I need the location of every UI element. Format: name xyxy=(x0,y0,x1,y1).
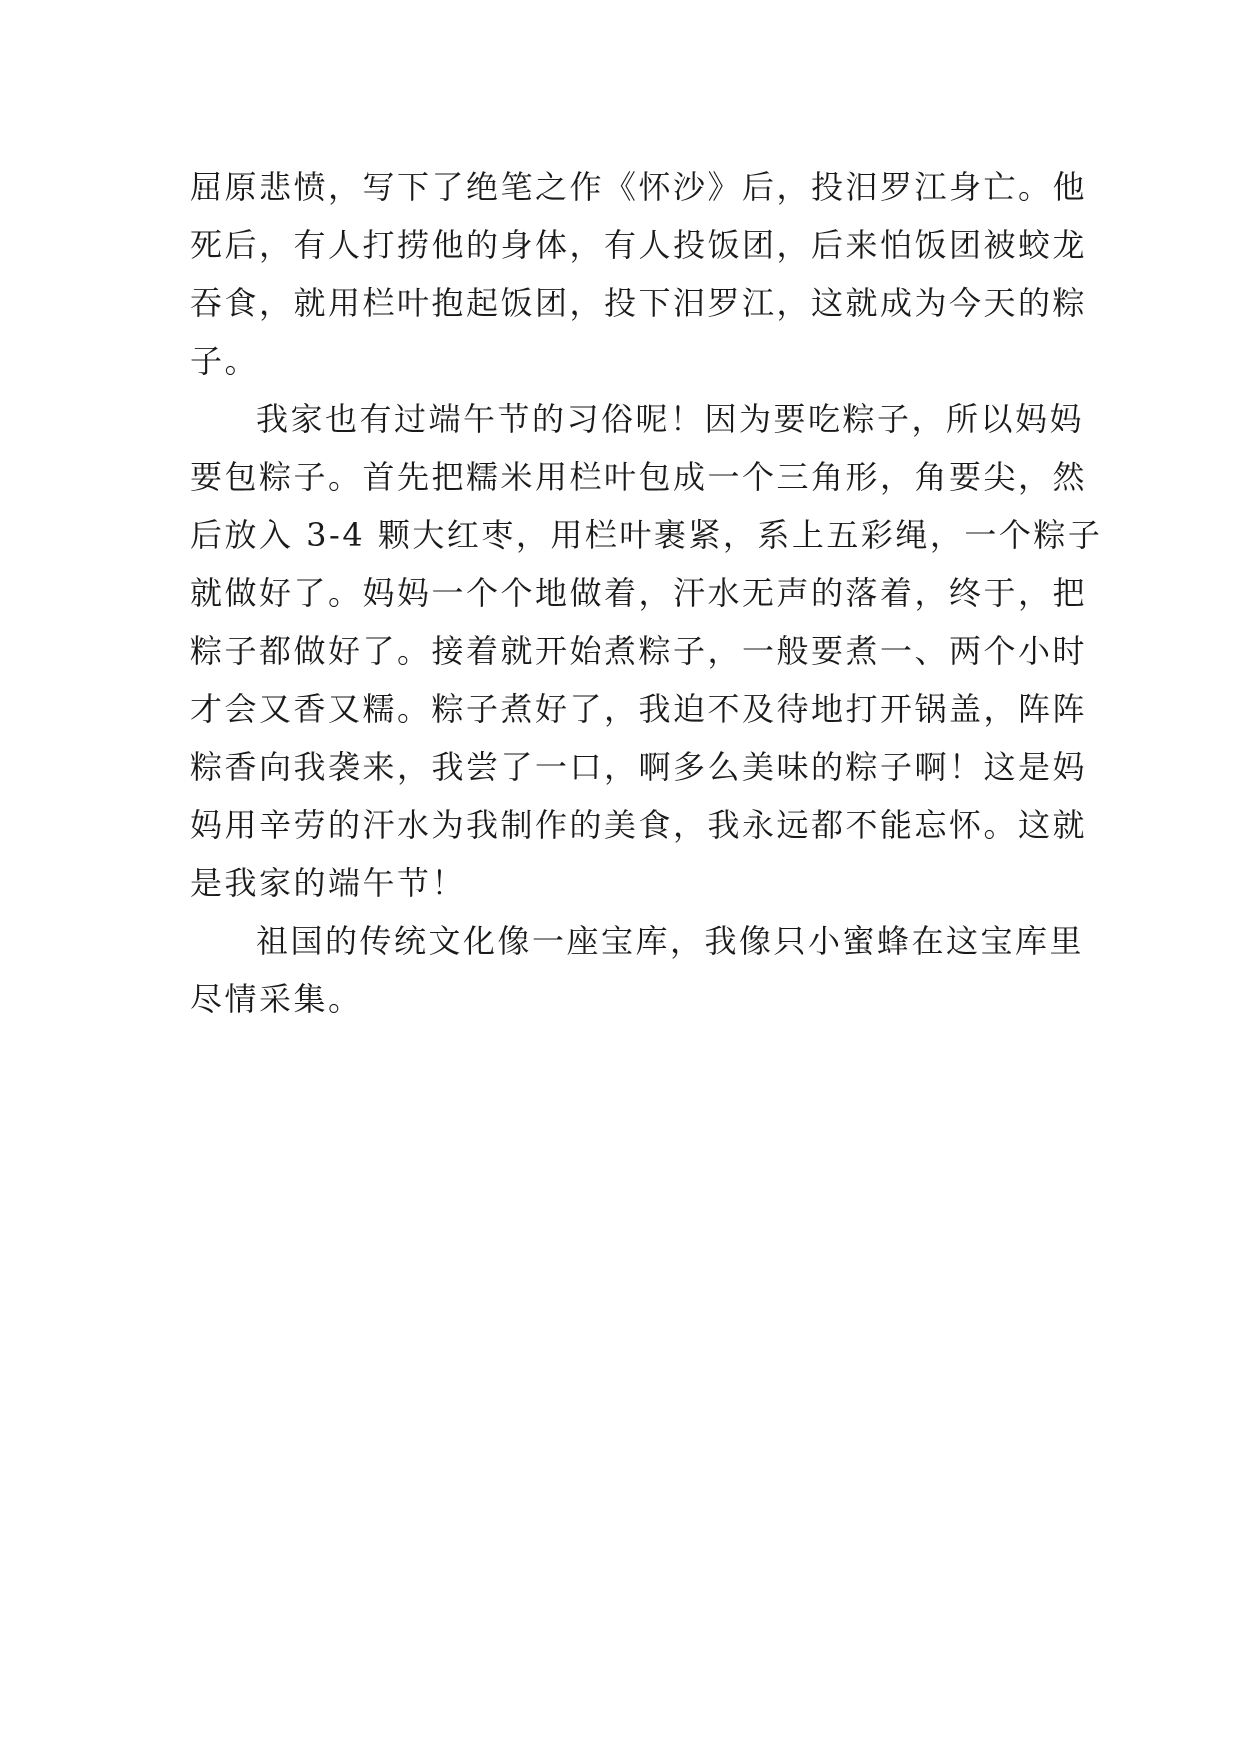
text-line: 尽情采集。 xyxy=(190,980,363,1018)
text-line: 死后，有人打捞他的身体，有人投饭团，后来怕饭团被蛟龙 xyxy=(190,226,1088,264)
text-line: 要包粽子。首先把糯米用栏叶包成一个三角形，角要尖，然 xyxy=(190,458,1088,496)
text-line: 吞食，就用栏叶抱起饭团，投下汨罗江，这就成为今天的粽 xyxy=(190,284,1088,322)
text-line: 就做好了。妈妈一个个地做着，汗水无声的落着，终于，把 xyxy=(190,574,1088,612)
text-line: 我家也有过端午节的习俗呢！因为要吃粽子，所以妈妈 xyxy=(256,400,1085,438)
text-line: 屈原悲愤，写下了绝笔之作《怀沙》后，投汨罗江身亡。他 xyxy=(190,168,1088,206)
text-line: 子。 xyxy=(190,342,260,380)
text-line: 祖国的传统文化像一座宝库，我像只小蜜蜂在这宝库里 xyxy=(256,922,1085,960)
text-line: 后放入 3-4 颗大红枣，用栏叶裹紧，系上五彩绳，一个粽子 xyxy=(190,516,1103,554)
paragraph-1 xyxy=(190,158,1088,390)
text-line: 妈用辛劳的汗水为我制作的美食，我永远都不能忘怀。这就 xyxy=(190,806,1088,844)
text-line: 粽香向我袭来，我尝了一口，啊多么美味的粽子啊！这是妈 xyxy=(190,748,1088,786)
paragraph-2 xyxy=(190,390,1103,912)
text-line: 才会又香又糯。粽子煮好了，我迫不及待地打开锅盖，阵阵 xyxy=(190,690,1088,728)
text-line: 粽子都做好了。接着就开始煮粽子，一般要煮一、两个小时 xyxy=(190,632,1088,670)
paragraph-3 xyxy=(190,912,1085,1028)
text-line: 是我家的端午节！ xyxy=(190,864,467,902)
document-body xyxy=(190,158,1103,1028)
